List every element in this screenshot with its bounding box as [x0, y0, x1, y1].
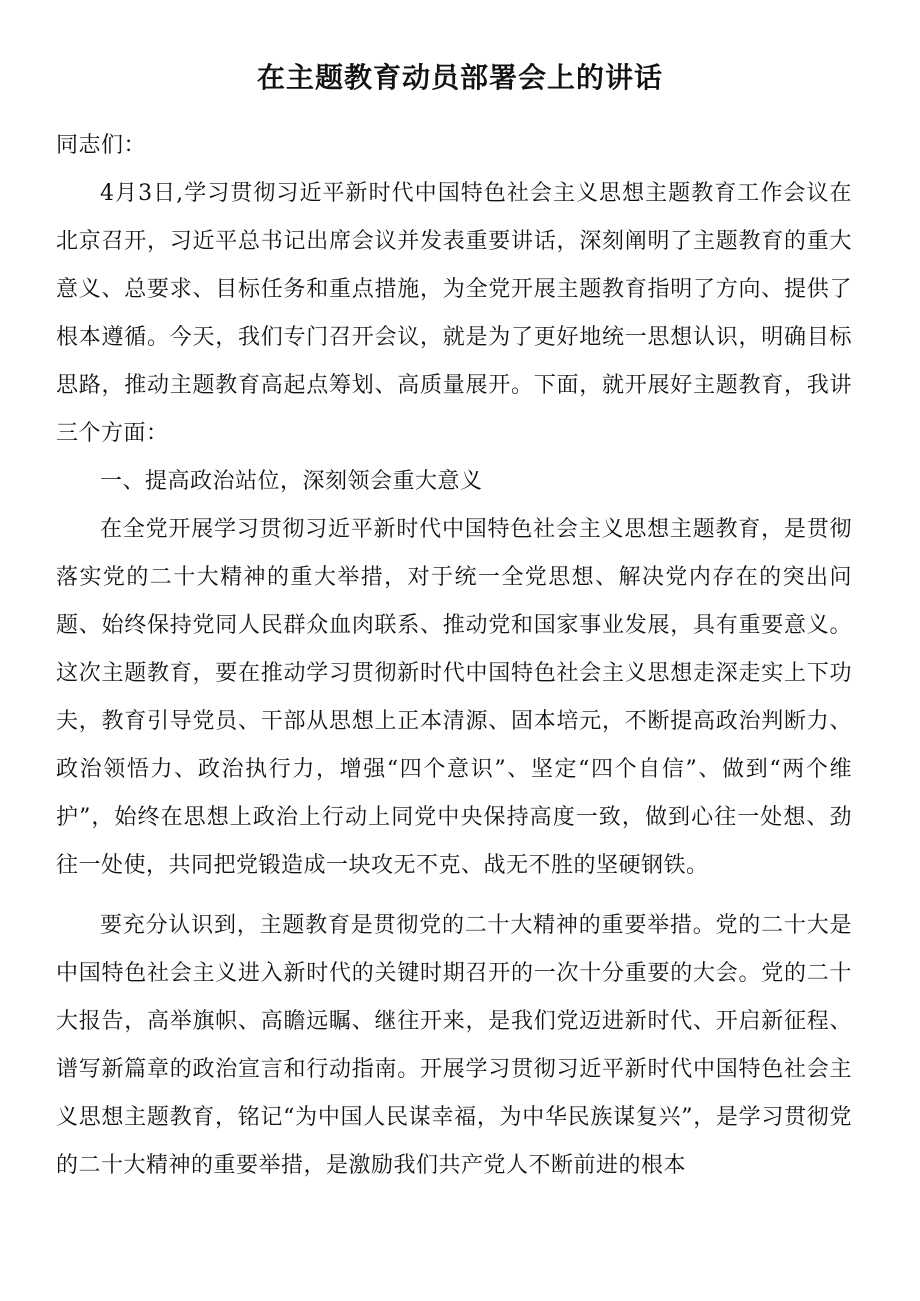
document-title: 在主题教育动员部署会上的讲话 [256, 61, 663, 94]
greeting: 同志们： [56, 133, 147, 158]
paragraph-twentieth-congress: 要充分认识到，主题教育是贯彻党的二十大精神的重要举措。党的二十大是中国特色社会主义进入新时代的关键时期召开的一次十分重要的大会。党的二十大报告，高举旗帜、高瞻远瞩、继往开来，是我们党迈进新时代、开启新征程、谱写新篇章的政治宣言和行动指南。开展学习贯彻习近平新时代中国特色社会主义思想主题教育，铭记“为中国人民谋幸福，为中华民族谋复兴”，是学习贯彻党的二十大精神的重要举措，是激励我们共产党人不断前进的根本 [56, 913, 852, 1178]
paragraph-significance: 在全党开展学习贯彻习近平新时代中国特色社会主义思想主题教育，是贯彻落实党的二十大精神的重大举措，对于统一全党思想、解决党内存在的突出问题、始终保持党同人民群众血肉联系、推动党和国家事业发展，具有重要意义。这次主题教育，要在推动学习贯彻新时代中国特色社会主义思想走深走实上下功夫，教育引导党员、干部从思想上正本清源、固本培元，不断提高政治判断力、政治领悟力、政治执行力，增强“四个意识”、坚定“四个自信”、做到“两个维护”，始终在思想上政治上行动上同党中央保持高度一致，做到心往一处想、劲往一处使，共同把党锻造成一块攻无不克、战无不胜的坚硬钢铁。 [56, 517, 852, 878]
paragraph-intro: 4月3日,学习贯彻习近平新时代中国特色社会主义思想主题教育工作会议在北京召开，习近平总书记出席会议并发表重要讲话，深刻阐明了主题教育的重大意义、总要求、目标任务和重点措施，为全党开展主题教育指明了方向、提供了根本遵循。今天，我们专门召开会议，就是为了更好地统一思想认识，明确目标思路，推动主题教育高起点筹划、高质量展开。下面，就开展好主题教育，我讲三个方面： [56, 181, 852, 446]
document-body [56, 122, 852, 1190]
section-heading: 一、提高政治站位，深刻领会重大意义 [100, 469, 483, 494]
